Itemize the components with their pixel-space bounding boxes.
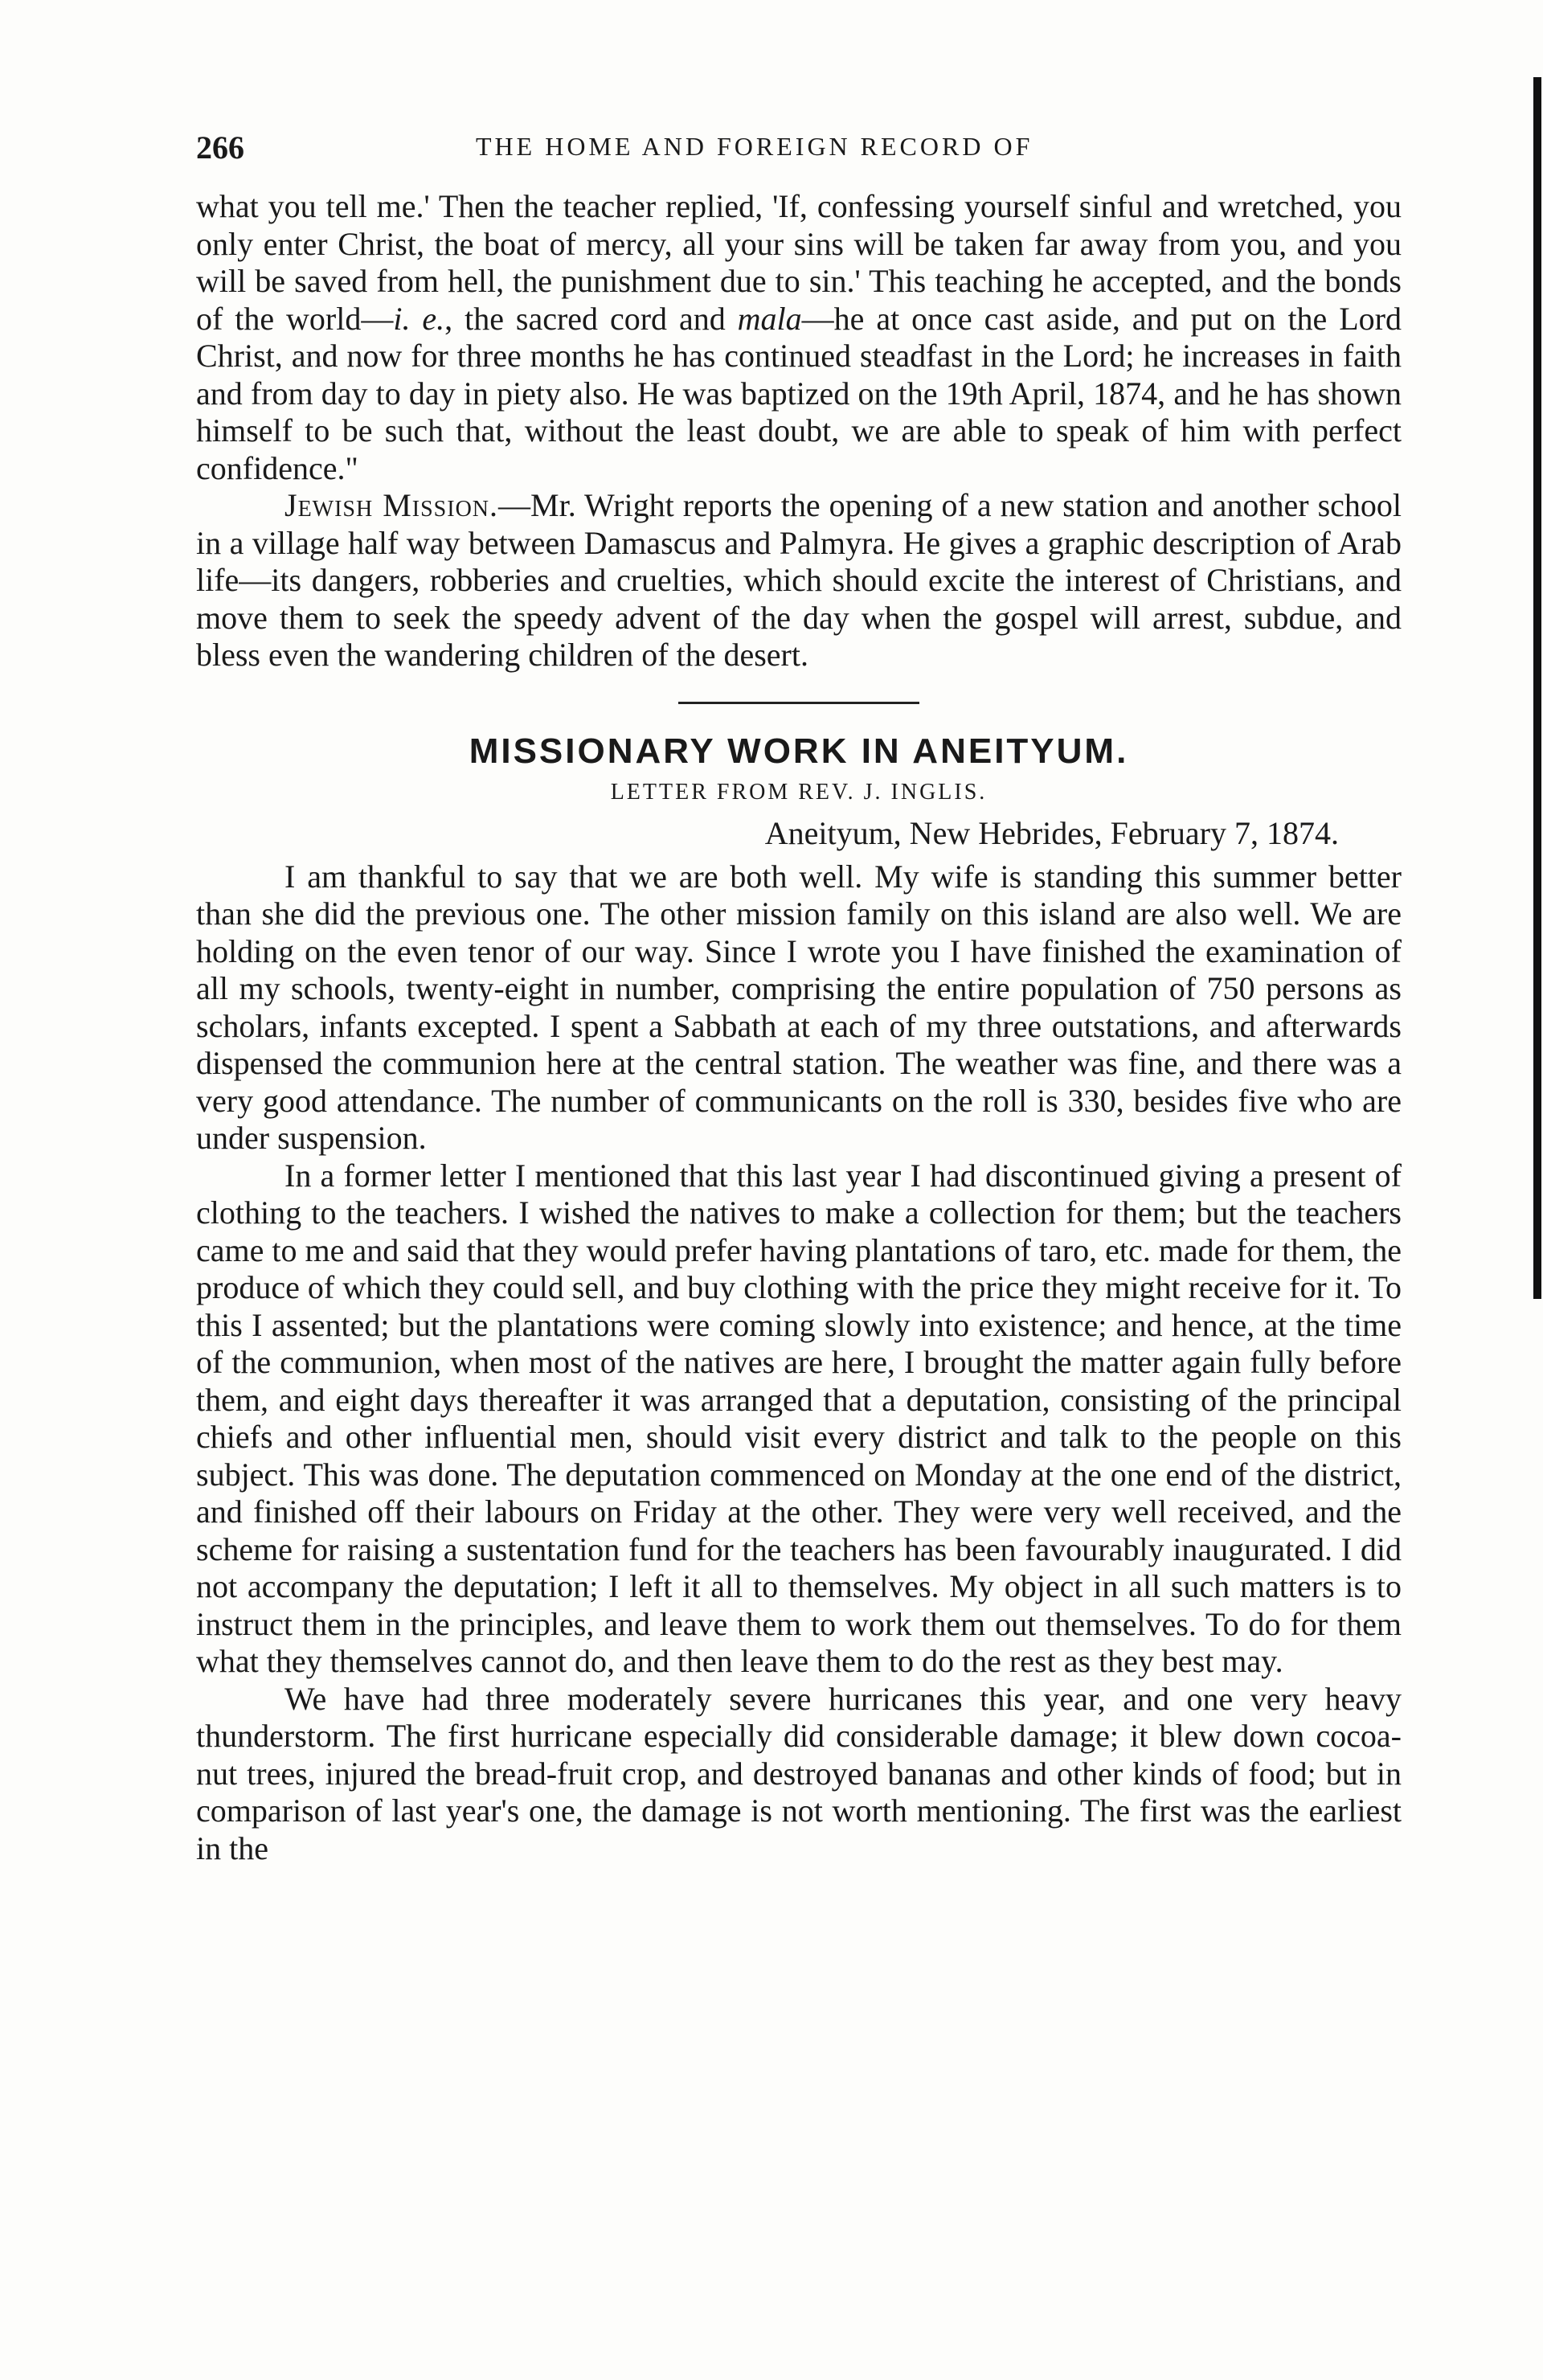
paragraph-text: what you tell me.' Then the teacher replied, 'If, confessing yourself sinful and wretched, you only enter Christ, the boat of mercy, all your sins will be taken far away from you, and you will be saved from hell, the punishment due to sin.' This teaching he accepted, and the bonds of the world—: [196, 188, 1402, 337]
paragraph-jewish-mission: [196, 487, 1402, 674]
term-mala: mala: [737, 300, 802, 337]
paragraph-hurricanes: We have had three moderately severe hurricanes this year, and one very heavy thunderstorm. The first hurricane especially did considerable damage; it blew down cocoa-nut trees, injured the bread-fruit crop, and destroyed bananas and other kinds of food; but in comparison of last year's one, the damage is not worth mentioning. The first was the earliest in the: [196, 1680, 1402, 1866]
paragraph-health-and-schools: I am thankful to say that we are both well. My wife is standing this summer better than she did the previous one. The other mission family on this island are also well. We are holding on the even tenor of our way. Since I wrote you I have finished the examination of all my schools, twenty-eight in number, comprising the entire population of 750 persons as scholars, infants excepted. I spent a Sabbath at each of my three outstations, and afterwards dispensed the communion here at the central station. The weather was fine, and there was a very good attendance. The number of communicants on the roll is 330, besides five who are under suspension.: [196, 858, 1402, 1156]
article-title: MISSIONARY WORK IN ANEITYUM.: [469, 731, 1129, 771]
abbrev-ie: i. e.: [393, 300, 445, 337]
page-number: 266: [196, 129, 244, 166]
running-title: THE HOME AND FOREIGN RECORD OF: [476, 132, 1033, 161]
article-byline: LETTER FROM REV. J. INGLIS.: [610, 779, 988, 805]
document-page: [196, 129, 1402, 1867]
paragraph-teachers-fund: In a former letter I mentioned that this last year I had discontinued giving a present of clothing to the teachers. I wished the natives to make a collection for them; but the teachers came to me and said that they would prefer having plantations of taro, etc. made for them, the produce of which they could sell, and buy clothing with the price they might receive for it. To this I assented; but the plantations were coming slowly into existence; and hence, at the time of the communion, when most of the natives are here, I brought the matter again fully before them, and eight days thereafter it was arranged that a deputation, consisting of the principal chiefs and other influential men, should visit every district and talk to the people on this subject. This was done. The deputation commenced on Monday at the one end of the district, and finished off their labours on Friday at the other. They were very well received, and the scheme for raising a sustentation fund for the teachers has been favourably inaugurated. I did not accompany the deputation; I left it all to themselves. My object in all such matters is to instruct them in the principles, and leave them to work them out themselves. To do for them what they themselves cannot do, and then leave them to do the rest as they best may.: [196, 1157, 1402, 1679]
paragraph-text: , the sacred cord and: [444, 300, 738, 337]
letter-dateline: Aneityum, New Hebrides, February 7, 1874.: [764, 814, 1339, 851]
paragraph-text: —he at once cast aside, and put on the Lord Christ, and now for three months he has continued steadfast in the Lord; he increases in faith and from day to day in piety also. He was baptized on the 19th April, 1874, and he has shown himself to be such that, without the least doubt, we are able to speak of him with perfect confidence.": [196, 300, 1402, 486]
page-edge-shadow: [1533, 77, 1541, 1299]
running-header: [196, 129, 1402, 177]
paragraph-text: —Mr. Wright reports the opening of a new station and another school in a village half way between Damascus and Palmyra. He gives a graphic description of Arab life—its dangers, robberies and cruelties, which should excite the interest of Christians, and move them to seek the speedy advent of the day when the gospel will arrest, subdue, and bless even the wandering children of the desert.: [196, 487, 1402, 673]
paragraph-quote-continuation: [196, 188, 1402, 487]
section-divider: [678, 702, 919, 704]
paragraph-lead: Jewish Mission.: [284, 487, 499, 523]
